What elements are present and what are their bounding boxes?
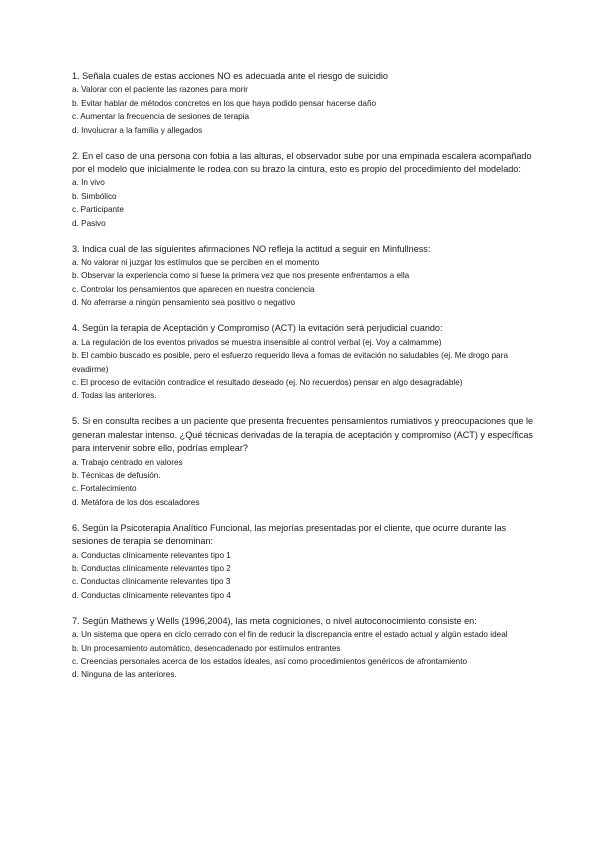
answer-option: a. Conductas clínicamente relevantes tipo 1 [72, 550, 231, 560]
answer-option: b. Observar la experiencia como si fuese la primera vez que nos presente enfrentamos a ella [72, 271, 410, 281]
answer-option: b. Simbólico [72, 191, 117, 201]
question-list [72, 70, 540, 694]
answer-option: d. Metáfora de los dos escaladores [72, 497, 200, 507]
question-6 [72, 522, 540, 602]
question-stem: 5. Si en consulta recibes a un paciente que presenta frecuentes pensamientos rumiativos y preocupaciones que le generan malestar intenso. ¿Qué técnicas derivadas de la terapia de aceptación y compromiso (ACT) y específicas para intervenir sobre ello, podrías emplear? [72, 416, 534, 454]
answer-option: b. Técnicas de defusión. [72, 470, 161, 480]
answer-option: c. Conductas clínicamente relevantes tipo 3 [72, 577, 231, 587]
answer-option: c. El proceso de evitación contradice el resultado deseado (ej. No recuerdos) pensar en algo desagradable) [72, 377, 463, 387]
answer-option: a. In vivo [72, 178, 105, 188]
question-4 [72, 322, 540, 402]
question-1 [72, 70, 540, 137]
question-2 [72, 150, 540, 230]
answer-option: a. Valorar con el paciente las razones para morir [72, 85, 248, 95]
question-3 [72, 243, 540, 310]
answer-option: c. Creencias personales acerca de los estados ideales, así como procedimientos genéricos de afrontamiento [72, 657, 468, 666]
answer-option: b. Un procesamiento automático, desencadenado por estímulos entrantes [72, 643, 341, 653]
answer-option: b. El cambio buscado es posible, pero el esfuerzo requerido lleva a fomas de evitación no saludables (ej. Me drogo para evadirme) [72, 351, 509, 374]
question-stem: 1. Señala cuales de estas acciones NO es adecuada ante el riesgo de suicidio [72, 71, 388, 81]
answer-option: d. Involucrar a la familia y allegados [72, 125, 203, 135]
answer-option: d. No aferrarse a ningún pensamiento sea positivo o negativo [72, 298, 296, 308]
question-7 [72, 615, 540, 682]
answer-option: d. Conductas clínicamente relevantes tipo 4 [72, 590, 231, 600]
question-stem: 6. Según la Psicoterapia Analítico Funcional, las mejorías presentadas por el cliente, que ocurre durante las sesiones de terapia se denominan: [72, 522, 507, 547]
answer-option: d. Ninguna de las anteriores. [72, 670, 177, 680]
question-stem: 2. En el caso de una persona con fobia a las alturas, el observador sube por una empinada escalera acompañado por el modelo que inicialmente le rodea con su brazo la cintura, esto es propio del procedimiento del modelado: [72, 150, 532, 175]
answer-option: c. Fortalecimiento [72, 484, 137, 494]
answer-option: a. Un sistema que opera en ciclo cerrado con el fin de reducir la discrepancia entre el estado actual y algún estado ideal [72, 630, 508, 640]
answer-option: c. Aumentar la frecuencia de sesiones de terapia [72, 112, 250, 122]
answer-option: c. Participante [72, 205, 124, 215]
question-stem: 7. Según Mathews y Wells (1996,2004), las meta cogniciones, o nivel autoconocimiento consiste en: [72, 615, 477, 626]
question-5 [72, 415, 540, 509]
answer-option: b. Evitar hablar de métodos concretos en los que haya podido pensar hacerse daño [72, 98, 377, 108]
answer-option: b. Conductas clínicamente relevantes tipo 2 [72, 563, 231, 573]
answer-option: c. Controlar los pensamientos que aparecen en nuestra conciencia [72, 284, 315, 294]
answer-option: d. Pasivo [72, 218, 106, 228]
question-stem: 4. Según la terapia de Aceptación y Compromiso (ACT) la evitación será perjudicial cuando: [72, 323, 443, 334]
answer-option: a. No valorar ni juzgar los estímulos que se perciben en el momento [72, 258, 320, 268]
answer-option: a. La regulación de los eventos privados se muestra insensible al control verbal (ej. Voy a calmamme) [72, 337, 442, 347]
answer-option: a. Trabajo centrado en valores [72, 457, 183, 467]
question-stem: 3. Indica cual de las siguientes afirmaciones NO refleja la actitud a seguir en Minfullness: [72, 243, 431, 254]
answer-option: d. Todas las anteriores. [72, 391, 157, 401]
